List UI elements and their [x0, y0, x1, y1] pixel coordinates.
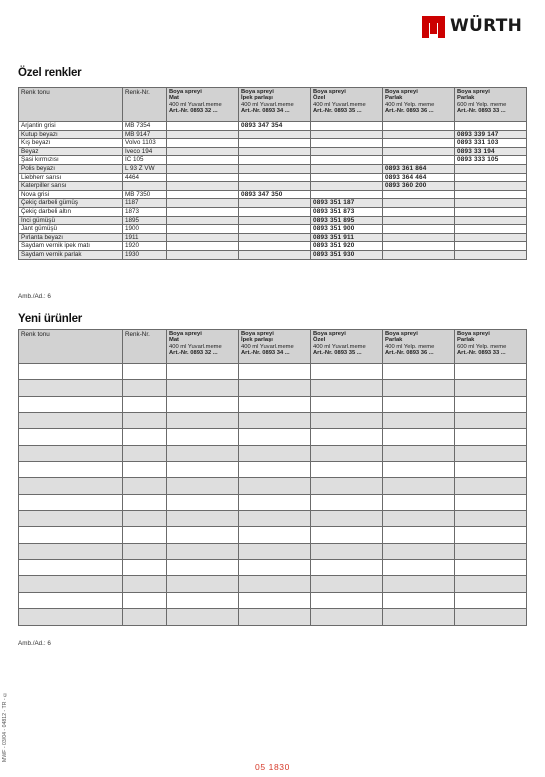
- cell-article-number: 0893 351 187: [311, 199, 383, 208]
- table-header-row: [19, 330, 527, 364]
- cell-color-name: Saydam vernik ipek matı: [19, 242, 123, 251]
- cell-article-number: 0893 333 105: [455, 156, 527, 165]
- table-row: [19, 478, 527, 494]
- header-product: Boya spreyi Mat 400 ml Yuvarl.meme Art.-Nr. 0893 32 ...: [167, 88, 239, 122]
- cell-article-number: [383, 199, 455, 208]
- cell-article-number: [167, 156, 239, 165]
- cell-color-name: Şasi kırmızısı: [19, 156, 123, 165]
- table-row: [19, 364, 527, 380]
- header-product: Boya spreyi Parlak 400 ml Yelp. meme Art.-Nr. 0893 36 ...: [383, 330, 455, 364]
- cell-article-number: [383, 122, 455, 131]
- header-product: Boya spreyi Parlak 600 ml Yelp. meme Art.-Nr. 0893 33 ...: [455, 330, 527, 364]
- header-color: Renk tonu: [19, 330, 123, 364]
- cell-color-name: Arjantin grisi: [19, 122, 123, 131]
- empty-cell: [455, 543, 527, 559]
- cell-color-name: Çekiç darbeli altın: [19, 207, 123, 216]
- packaging-note: Amb./Ad.: 6: [18, 293, 51, 300]
- header-product: Boya spreyi Özel 400 ml Yuvarl.meme Art.-Nr. 0893 35 ...: [311, 330, 383, 364]
- table-row: [19, 462, 527, 478]
- cell-article-number: [239, 139, 311, 148]
- empty-cell: [19, 478, 123, 494]
- empty-cell: [123, 543, 167, 559]
- empty-cell: [311, 462, 383, 478]
- cell-article-number: [383, 147, 455, 156]
- empty-cell: [19, 576, 123, 592]
- table-row: [19, 225, 527, 234]
- special-colors-table: [18, 87, 527, 260]
- empty-cell: [311, 429, 383, 445]
- empty-cell: [455, 462, 527, 478]
- empty-cell: [455, 494, 527, 510]
- empty-cell: [239, 543, 311, 559]
- empty-cell: [19, 462, 123, 478]
- cell-color-code: 1930: [123, 250, 167, 259]
- cell-article-number: [167, 199, 239, 208]
- table-row: [19, 445, 527, 461]
- header-color: Renk tonu: [19, 88, 123, 122]
- cell-color-code: IC 105: [123, 156, 167, 165]
- cell-color-code: L 93 Z VW: [123, 164, 167, 173]
- cell-article-number: [311, 164, 383, 173]
- cell-color-name: Çekiç darbeli gümüş: [19, 199, 123, 208]
- empty-cell: [167, 609, 239, 625]
- empty-cell: [455, 380, 527, 396]
- empty-cell: [123, 445, 167, 461]
- cell-article-number: [383, 190, 455, 199]
- empty-cell: [123, 364, 167, 380]
- table-row: [19, 190, 527, 199]
- cell-article-number: [167, 173, 239, 182]
- empty-cell: [123, 429, 167, 445]
- cell-article-number: 0893 351 911: [311, 233, 383, 242]
- table-row: [19, 511, 527, 527]
- cell-article-number: [455, 250, 527, 259]
- cell-article-number: [383, 225, 455, 234]
- cell-article-number: 0893 347 350: [239, 190, 311, 199]
- table-row: [19, 527, 527, 543]
- empty-cell: [383, 609, 455, 625]
- empty-cell: [383, 413, 455, 429]
- cell-article-number: 0893 360 200: [383, 182, 455, 191]
- table-header-row: [19, 88, 527, 122]
- section-title-new-products: Yeni ürünler: [18, 313, 83, 325]
- cell-article-number: [383, 207, 455, 216]
- cell-color-code: [123, 182, 167, 191]
- table-row: [19, 122, 527, 131]
- cell-article-number: [167, 216, 239, 225]
- empty-cell: [19, 396, 123, 412]
- header-code: Renk-Nr.: [123, 88, 167, 122]
- table-row: [19, 609, 527, 625]
- empty-cell: [19, 429, 123, 445]
- empty-cell: [167, 478, 239, 494]
- section-title-special-colors: Özel renkler: [18, 67, 82, 79]
- cell-article-number: [239, 250, 311, 259]
- empty-cell: [239, 413, 311, 429]
- empty-cell: [383, 429, 455, 445]
- empty-cell: [123, 592, 167, 608]
- empty-cell: [167, 576, 239, 592]
- empty-cell: [167, 560, 239, 576]
- cell-article-number: [455, 225, 527, 234]
- cell-article-number: 0893 351 920: [311, 242, 383, 251]
- empty-cell: [239, 494, 311, 510]
- brand-logo: [422, 12, 530, 40]
- empty-cell: [455, 413, 527, 429]
- cell-article-number: [239, 199, 311, 208]
- cell-color-code: MB 9147: [123, 130, 167, 139]
- cell-article-number: 0893 351 900: [311, 225, 383, 234]
- empty-cell: [19, 560, 123, 576]
- cell-color-name: Saydam vernik parlak: [19, 250, 123, 259]
- cell-article-number: [239, 164, 311, 173]
- empty-cell: [123, 462, 167, 478]
- empty-cell: [123, 494, 167, 510]
- cell-article-number: [311, 156, 383, 165]
- empty-cell: [383, 380, 455, 396]
- cell-article-number: [455, 233, 527, 242]
- table-row: [19, 250, 527, 259]
- empty-cell: [383, 592, 455, 608]
- header-product: Boya spreyi İpek parlaşı 400 ml Yuvarl.meme Art.-Nr. 0893 34 ...: [239, 330, 311, 364]
- empty-cell: [239, 445, 311, 461]
- cell-article-number: [455, 216, 527, 225]
- empty-cell: [239, 592, 311, 608]
- cell-article-number: 0893 351 873: [311, 207, 383, 216]
- empty-cell: [239, 560, 311, 576]
- empty-cell: [311, 413, 383, 429]
- cell-color-name: Polis beyazı: [19, 164, 123, 173]
- cell-color-code: 1900: [123, 225, 167, 234]
- table-row: [19, 139, 527, 148]
- empty-cell: [383, 511, 455, 527]
- table-row: [19, 494, 527, 510]
- cell-article-number: [239, 182, 311, 191]
- cell-article-number: [383, 233, 455, 242]
- empty-cell: [167, 462, 239, 478]
- cell-article-number: [455, 190, 527, 199]
- table-row: [19, 130, 527, 139]
- empty-cell: [311, 380, 383, 396]
- cell-article-number: [167, 207, 239, 216]
- document-code: MWF - 03/04 - 04812 - TR - ©: [2, 690, 8, 762]
- empty-cell: [123, 560, 167, 576]
- empty-cell: [19, 364, 123, 380]
- empty-cell: [19, 511, 123, 527]
- cell-color-code: 1895: [123, 216, 167, 225]
- cell-article-number: [239, 147, 311, 156]
- empty-cell: [167, 380, 239, 396]
- empty-cell: [311, 445, 383, 461]
- empty-cell: [383, 478, 455, 494]
- cell-article-number: [311, 139, 383, 148]
- empty-cell: [19, 527, 123, 543]
- cell-article-number: [383, 139, 455, 148]
- cell-article-number: [167, 122, 239, 131]
- header-product: Boya spreyi İpek parlaşı 400 ml Yuvarl.meme Art.-Nr. 0893 34 ...: [239, 88, 311, 122]
- empty-cell: [311, 511, 383, 527]
- empty-cell: [383, 494, 455, 510]
- empty-cell: [383, 445, 455, 461]
- empty-cell: [383, 576, 455, 592]
- table-row: [19, 182, 527, 191]
- empty-cell: [239, 462, 311, 478]
- empty-cell: [239, 380, 311, 396]
- cell-article-number: [383, 216, 455, 225]
- empty-cell: [311, 576, 383, 592]
- empty-cell: [311, 560, 383, 576]
- cell-color-name: Nova grisi: [19, 190, 123, 199]
- empty-cell: [19, 494, 123, 510]
- table-row: [19, 560, 527, 576]
- empty-cell: [167, 413, 239, 429]
- header-product: Boya spreyi Parlak 600 ml Yelp. meme Art.-Nr. 0893 33 ...: [455, 88, 527, 122]
- cell-article-number: [167, 242, 239, 251]
- empty-cell: [123, 609, 167, 625]
- table-row: [19, 164, 527, 173]
- page-number: 05 1830: [255, 762, 290, 772]
- header-product: Boya spreyi Mat 400 ml Yuvarl.meme Art.-Nr. 0893 32 ...: [167, 330, 239, 364]
- empty-cell: [455, 445, 527, 461]
- cell-color-name: Katerpiller sarısı: [19, 182, 123, 191]
- empty-cell: [239, 511, 311, 527]
- header-product: Boya spreyi Parlak 400 ml Yelp. meme Art.-Nr. 0893 36 ...: [383, 88, 455, 122]
- cell-article-number: 0893 351 895: [311, 216, 383, 225]
- cell-article-number: 0893 351 930: [311, 250, 383, 259]
- header-code: Renk-Nr.: [123, 330, 167, 364]
- table-row: [19, 396, 527, 412]
- cell-article-number: [311, 190, 383, 199]
- table-row: [19, 413, 527, 429]
- cell-article-number: [455, 199, 527, 208]
- empty-cell: [383, 527, 455, 543]
- empty-cell: [455, 364, 527, 380]
- cell-article-number: 0893 347 354: [239, 122, 311, 131]
- table-row: [19, 380, 527, 396]
- cell-color-code: MB 7350: [123, 190, 167, 199]
- table-row: [19, 592, 527, 608]
- cell-color-name: Kutup beyazı: [19, 130, 123, 139]
- cell-article-number: 0893 364 464: [383, 173, 455, 182]
- empty-cell: [167, 364, 239, 380]
- empty-cell: [123, 511, 167, 527]
- cell-article-number: [167, 147, 239, 156]
- cell-article-number: [167, 190, 239, 199]
- empty-cell: [239, 429, 311, 445]
- empty-cell: [311, 592, 383, 608]
- table-row: [19, 576, 527, 592]
- cell-article-number: [455, 207, 527, 216]
- cell-color-code: Iveco 194: [123, 147, 167, 156]
- cell-color-name: Kış beyazı: [19, 139, 123, 148]
- cell-color-name: Jant gümüşü: [19, 225, 123, 234]
- cell-article-number: [239, 156, 311, 165]
- empty-cell: [167, 494, 239, 510]
- cell-article-number: 0893 339 147: [455, 130, 527, 139]
- cell-article-number: [383, 130, 455, 139]
- empty-cell: [455, 560, 527, 576]
- empty-cell: [383, 560, 455, 576]
- packaging-note: Amb./Ad.: 6: [18, 640, 51, 647]
- cell-article-number: [239, 130, 311, 139]
- cell-article-number: [311, 122, 383, 131]
- table-row: [19, 207, 527, 216]
- cell-article-number: [455, 164, 527, 173]
- empty-cell: [383, 396, 455, 412]
- cell-article-number: [383, 250, 455, 259]
- cell-article-number: [383, 156, 455, 165]
- cell-color-code: 4464: [123, 173, 167, 182]
- wurth-logo-icon: [422, 14, 445, 38]
- cell-article-number: [455, 182, 527, 191]
- empty-cell: [311, 609, 383, 625]
- table-row: [19, 216, 527, 225]
- empty-cell: [383, 543, 455, 559]
- empty-cell: [167, 396, 239, 412]
- empty-cell: [455, 527, 527, 543]
- empty-cell: [167, 445, 239, 461]
- empty-cell: [167, 592, 239, 608]
- empty-cell: [311, 364, 383, 380]
- empty-cell: [239, 396, 311, 412]
- empty-cell: [19, 609, 123, 625]
- cell-article-number: [167, 130, 239, 139]
- table-row: [19, 173, 527, 182]
- cell-color-name: Beyaz: [19, 147, 123, 156]
- cell-article-number: 0893 331 103: [455, 139, 527, 148]
- empty-cell: [311, 478, 383, 494]
- empty-cell: [123, 413, 167, 429]
- empty-cell: [123, 478, 167, 494]
- empty-cell: [311, 396, 383, 412]
- cell-color-code: 1911: [123, 233, 167, 242]
- empty-cell: [239, 527, 311, 543]
- cell-color-code: Volvo 1103: [123, 139, 167, 148]
- empty-cell: [383, 462, 455, 478]
- empty-cell: [167, 543, 239, 559]
- cell-article-number: [455, 242, 527, 251]
- cell-color-name: İnci gümüşü: [19, 216, 123, 225]
- cell-article-number: [311, 147, 383, 156]
- cell-color-code: 1187: [123, 199, 167, 208]
- cell-article-number: [311, 182, 383, 191]
- empty-cell: [167, 527, 239, 543]
- cell-article-number: 0893 361 864: [383, 164, 455, 173]
- empty-cell: [167, 429, 239, 445]
- cell-article-number: [167, 225, 239, 234]
- cell-article-number: [167, 164, 239, 173]
- empty-cell: [455, 396, 527, 412]
- cell-article-number: [383, 242, 455, 251]
- empty-cell: [311, 494, 383, 510]
- empty-cell: [455, 511, 527, 527]
- table-row: [19, 429, 527, 445]
- empty-cell: [19, 592, 123, 608]
- cell-color-name: Pırlanta beyazı: [19, 233, 123, 242]
- empty-cell: [455, 609, 527, 625]
- empty-cell: [123, 576, 167, 592]
- cell-color-code: 1920: [123, 242, 167, 251]
- table-row: [19, 156, 527, 165]
- empty-cell: [123, 396, 167, 412]
- empty-cell: [239, 576, 311, 592]
- cell-article-number: [239, 216, 311, 225]
- cell-article-number: 0893 33 194: [455, 147, 527, 156]
- empty-cell: [19, 380, 123, 396]
- empty-cell: [19, 445, 123, 461]
- cell-color-name: Liebherr sarısı: [19, 173, 123, 182]
- cell-article-number: [167, 139, 239, 148]
- cell-article-number: [311, 173, 383, 182]
- empty-cell: [455, 576, 527, 592]
- cell-article-number: [167, 233, 239, 242]
- cell-article-number: [239, 233, 311, 242]
- cell-article-number: [167, 250, 239, 259]
- empty-cell: [311, 543, 383, 559]
- cell-article-number: [455, 173, 527, 182]
- empty-cell: [19, 543, 123, 559]
- table-row: [19, 242, 527, 251]
- header-product: Boya spreyi Özel 400 ml Yuvarl.meme Art.-Nr. 0893 35 ...: [311, 88, 383, 122]
- empty-cell: [455, 592, 527, 608]
- empty-cell: [167, 511, 239, 527]
- empty-cell: [455, 478, 527, 494]
- cell-color-code: MB 7354: [123, 122, 167, 131]
- empty-cell: [123, 380, 167, 396]
- empty-cell: [239, 609, 311, 625]
- empty-cell: [239, 364, 311, 380]
- empty-cell: [383, 364, 455, 380]
- new-products-table: [18, 329, 527, 626]
- cell-article-number: [167, 182, 239, 191]
- cell-article-number: [455, 122, 527, 131]
- cell-article-number: [239, 225, 311, 234]
- table-row: [19, 233, 527, 242]
- cell-article-number: [239, 242, 311, 251]
- empty-cell: [19, 413, 123, 429]
- table-row: [19, 199, 527, 208]
- empty-cell: [123, 527, 167, 543]
- empty-cell: [311, 527, 383, 543]
- empty-cell: [239, 478, 311, 494]
- table-row: [19, 147, 527, 156]
- table-row: [19, 543, 527, 559]
- brand-name: WÜRTH: [450, 16, 523, 36]
- cell-color-code: 1873: [123, 207, 167, 216]
- cell-article-number: [311, 130, 383, 139]
- cell-article-number: [239, 173, 311, 182]
- cell-article-number: [239, 207, 311, 216]
- empty-cell: [455, 429, 527, 445]
